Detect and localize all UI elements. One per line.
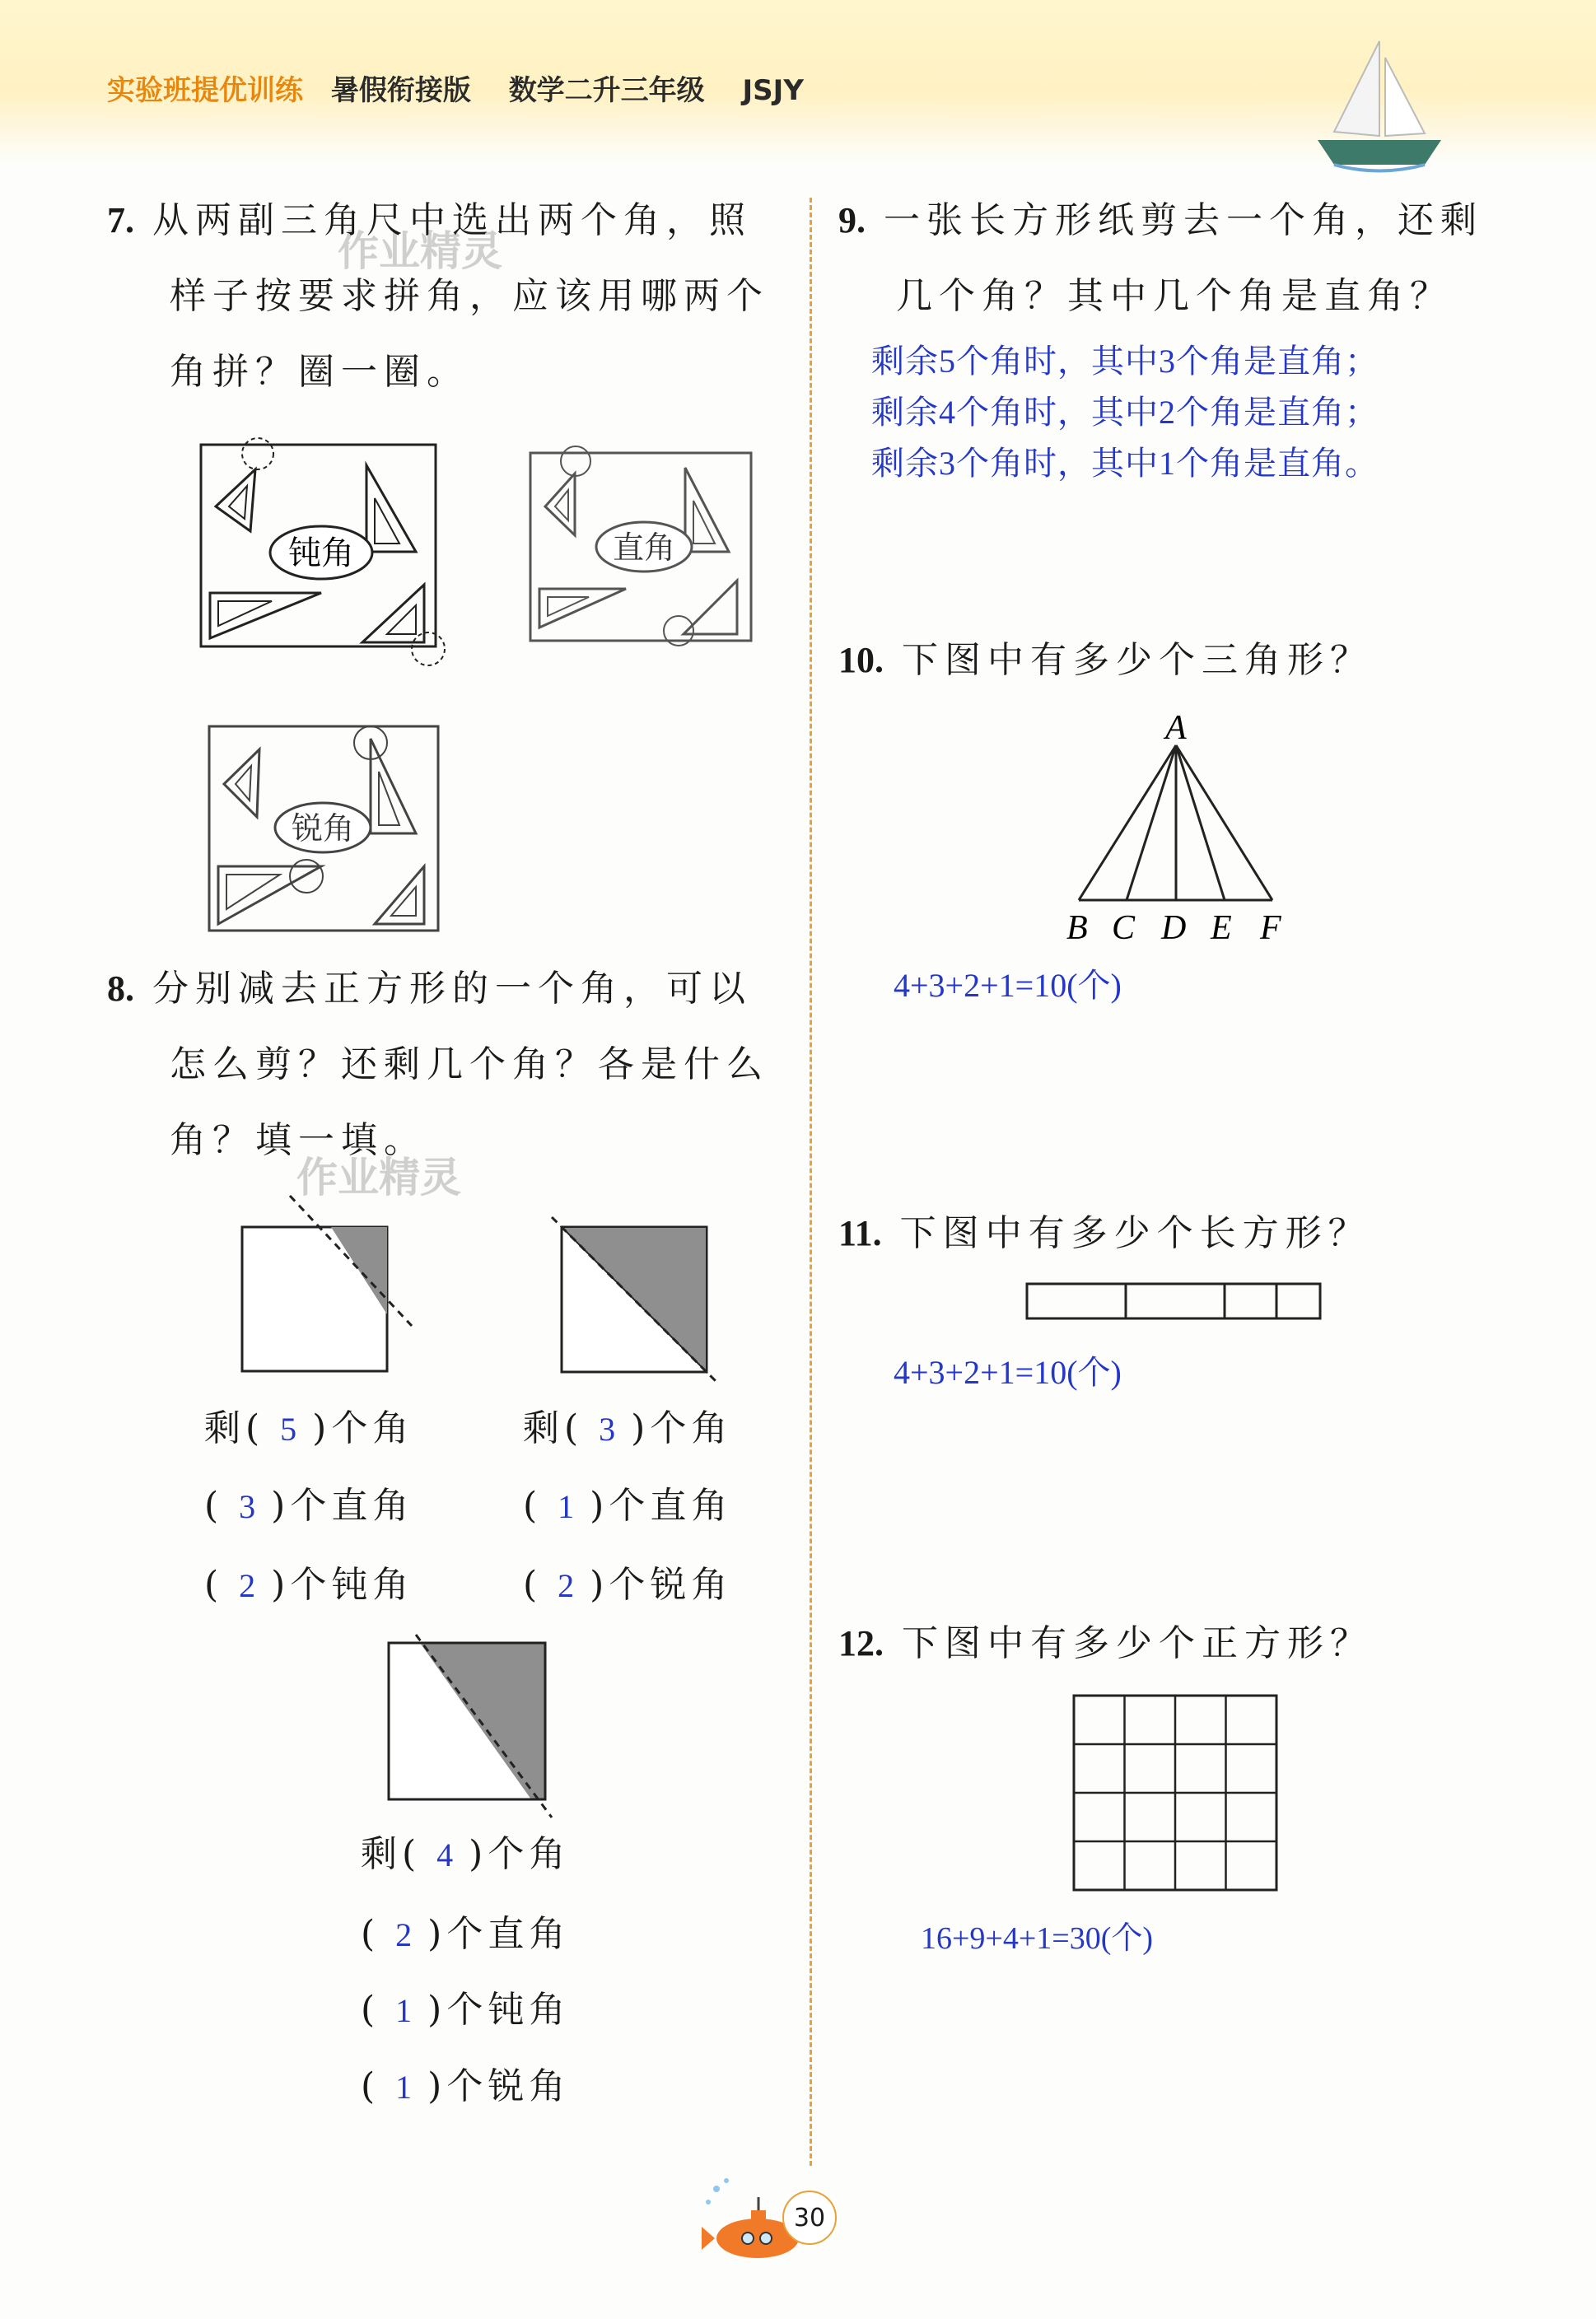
q9-answer-line: 剩余3个角时，其中1个角是直角。 [871,445,1379,482]
q8-case3-right: ( 2 )个直角 [361,1913,571,1955]
q9-answer-line: 剩余4个角时，其中2个角是直角； [871,394,1379,431]
q12-text [838,1606,1580,1682]
sailboat-icon [1309,33,1449,173]
q12-square-grid [1071,1692,1285,1898]
q11-question: 下图中有多少个长方形？ [899,1212,1371,1254]
label-obtuse: 钝角 [288,534,354,572]
q8-case1-right: ( 3 )个直角 [204,1485,414,1527]
point-f-label: F [1260,909,1281,947]
q8-case3-remain: 剩( 4 )个角 [361,1833,571,1875]
header-title [107,68,832,108]
q7-number: 7. [107,200,134,240]
q11-number: 11. [838,1213,882,1253]
q8-square-cut-1 [239,1178,420,1375]
q8-line: 怎么剪？还剩几个角？各是什么 [170,1043,769,1085]
q11-answer: 4+3+2+1=10(个) [894,1354,1122,1391]
q12-answer: 16+9+4+1=30(个) [921,1921,1154,1956]
q7-figure-acute [206,718,445,932]
q8-case1-obtuse: ( 2 )个钝角 [204,1564,414,1606]
q9-line: 几个角？其中几个角是直角？ [896,275,1453,317]
edition-label: 暑假衔接版 [330,74,471,107]
q7-line: 样子按要求拼角，应该用哪两个 [170,275,769,317]
watermark: 作业精灵 [338,227,502,275]
q7-line: 从两副三角尺中选出两个角，照 [152,199,752,241]
column-divider [810,198,812,2166]
label-acute: 锐角 [291,810,355,847]
point-b-label: B [1066,909,1088,947]
q10-question: 下图中有多少个三角形？ [902,639,1373,681]
point-a-label: A [1165,709,1187,747]
q8-text [107,951,791,1178]
q9-answer-line: 剩余5个角时，其中3个角是直角； [871,343,1379,380]
q8-case2-right: ( 1 )个直角 [523,1485,733,1527]
label-right: 直角 [612,530,676,566]
watermark: 作业精灵 [296,1154,461,1201]
q7-figure-obtuse [198,436,461,659]
subject-label: 数学二升三年级 [508,74,705,107]
q8-case2-remain: 剩( 3 )个角 [523,1407,733,1449]
q8-case3-obtuse: ( 1 )个钝角 [361,1989,571,2031]
series-name: 实验班提优训练 [107,74,303,107]
q8-line: 分别减去正方形的一个角，可以 [152,968,752,1010]
q8-case2-acute: ( 2 )个锐角 [523,1564,733,1606]
q8-line: 角？填一填。 [170,1119,427,1161]
q8-case3-acute: ( 1 )个锐角 [361,2065,571,2107]
q8-number: 8. [107,968,134,1009]
q10-answer: 4+3+2+1=10(个) [894,967,1122,1004]
q7-line: 角拼？圈一圈。 [170,351,469,393]
q10-triangle-figure [1054,704,1309,947]
q11-text [838,1196,1580,1271]
q9-text [838,183,1580,334]
q12-number: 12. [838,1623,884,1663]
q7-figure-right [527,445,766,659]
q9-line: 一张长方形纸剪去一个角，还剩 [884,199,1483,241]
point-c-label: C [1112,909,1136,947]
q8-case1-remain: 剩( 5 )个角 [204,1407,414,1449]
point-e-label: E [1211,909,1232,947]
book-code: JSJY [742,74,804,107]
q8-square-cut-3 [383,1626,564,1824]
point-d-label: D [1161,909,1187,947]
q10-text [838,623,1580,698]
q11-rectangle-strip [1025,1281,1330,1322]
q9-number: 9. [838,200,866,240]
q12-question: 下图中有多少个正方形？ [902,1622,1373,1664]
q7-text [107,183,791,410]
q8-square-cut-2 [552,1211,733,1383]
page-number: 30 [782,2191,837,2245]
q9-answers [871,336,1379,489]
q10-number: 10. [838,640,884,680]
